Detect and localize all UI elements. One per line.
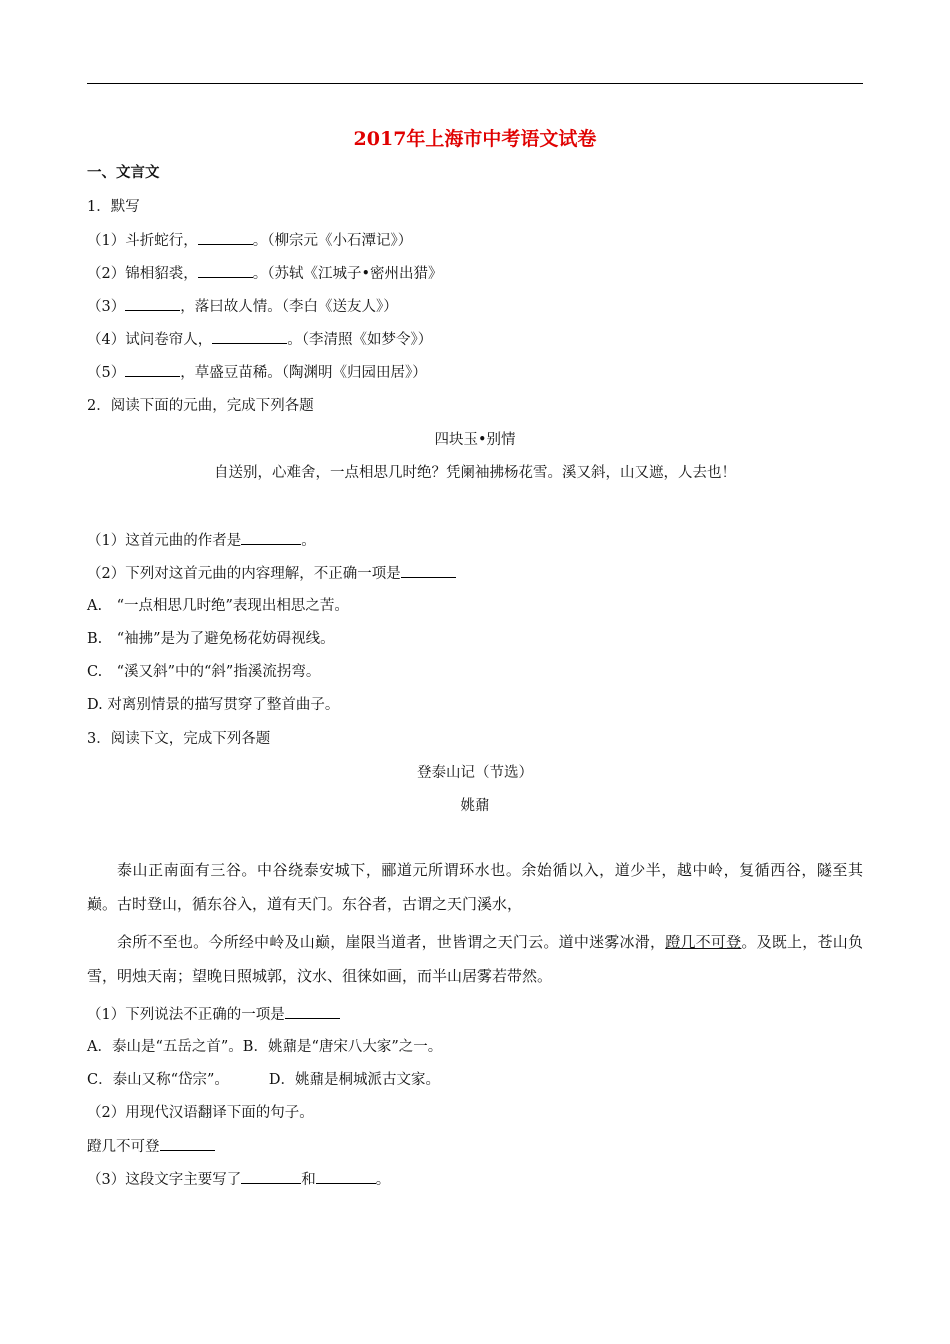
q3-sub-1: （1）下列说法不正确的一项是 [87,1004,867,1025]
passage-paragraph-2: 余所不至也。今所经中岭及山巅，崖限当道者，世皆谓之天门云。道中迷雾冰滑，蹬几不可登。及既上，苍山负雪，明烛天南；望晚日照城郭，汶水、徂徕如画，而半山居雾若带然。 [87,933,863,985]
answer-blank[interactable] [160,1136,215,1151]
q3-option-ab[interactable]: A．泰山是“五岳之首”。B．姚鼐是“唐宋八大家”之一。 [87,1039,443,1055]
underlined-sentence: 蹬几不可登 [665,933,742,951]
q2-option-d[interactable]: D. 对离别情景的描写贯穿了整首曲子。 [87,697,340,713]
q2-option-b[interactable]: B. “袖拂”是为了避免杨花妨碍视线。 [87,631,335,647]
answer-blank[interactable] [241,1169,301,1184]
answer-blank[interactable] [285,1004,340,1019]
q1-item-3: （3） ，落曰故人情。（李白《送友人》） [87,296,867,317]
poem-text: 自送别，心难舍，一点相思几时绝？凭阑袖拂杨花雪。溪又斜，山又遮，人去也！ [214,465,736,481]
q3-sub-3: （3）这段文字主要写了 和 。 [87,1169,867,1190]
answer-blank[interactable] [316,1169,376,1184]
q3-option-c[interactable]: C．泰山又称“岱宗”。 [87,1072,229,1088]
q1-item-4: （4）试问卷帘人， 。（李清照《如梦令》） [87,329,867,350]
answer-blank[interactable] [125,362,180,377]
section-heading: 一、文言文 [87,164,160,181]
text-title: 登泰山记（节选） [417,765,533,781]
q1-item-2: （2）锦相貂裘， 。（苏轼《江城子•密州出猎》 [87,263,867,284]
q3-option-d[interactable]: D．姚鼐是桐城派古文家。 [268,1072,441,1088]
q3-sentence: 蹬几不可登 [87,1136,867,1157]
q2-sub-1: （1）这首元曲的作者是 。 [87,530,867,551]
answer-blank[interactable] [198,263,253,278]
answer-blank[interactable] [125,296,180,311]
q1-item-5: （5） ，草盛豆苗稀。（陶渊明《归园田居》） [87,362,867,383]
q2-option-a[interactable]: A. “一点相思几时绝”表现出相思之苦。 [87,598,349,614]
q3-option-cd[interactable] [87,1070,867,1090]
q1-item-1: （1）斗折蛇行， 。（柳宗元《小石潭记》） [87,230,867,251]
answer-blank[interactable] [212,329,287,344]
q2-option-c[interactable]: C. “溪又斜”中的“斜”指溪流拐弯。 [87,664,321,680]
question-1-heading: 1．默写 [87,199,140,215]
q3-sub-2: （2）用现代汉语翻译下面的句子。 [87,1105,314,1121]
header-rule [87,83,863,84]
passage-paragraph-1: 泰山正南面有三谷。中谷绕泰安城下，郦道元所谓环水也。余始循以入，道少半，越中岭，复循西谷，隧至其巅。古时登山，循东谷入，道有天门。东谷者，古谓之天门溪水， [87,861,863,913]
poem-title: 四块玉•别情 [434,432,516,448]
text-author: 姚鼐 [460,798,490,814]
question-2-heading: 2．阅读下面的元曲，完成下列各题 [87,398,314,414]
question-3-heading: 3．阅读下文，完成下列各题 [87,731,271,747]
answer-blank[interactable] [241,530,301,545]
page-title: 2017年上海市中考语文试卷 [353,128,597,150]
answer-blank[interactable] [401,563,456,578]
q2-sub-2: （2）下列对这首元曲的内容理解，不正确一项是 [87,563,867,584]
answer-blank[interactable] [198,230,253,245]
